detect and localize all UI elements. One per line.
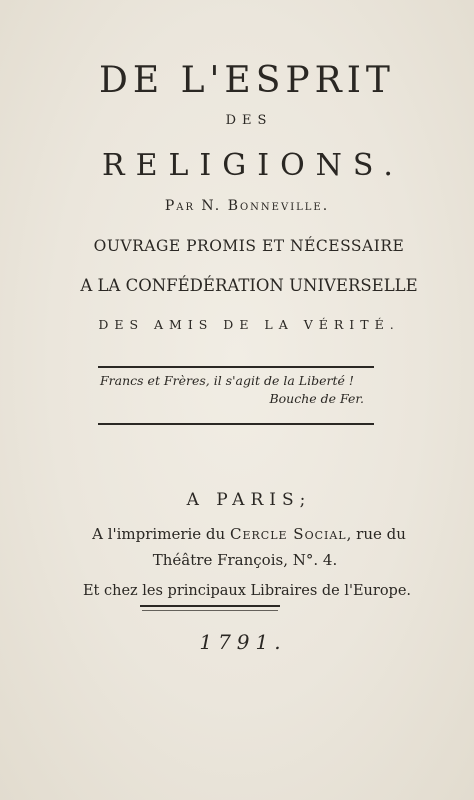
publication-year: 1791. bbox=[199, 630, 287, 654]
epigraph-quote: Francs et Frères, il s'agit de la Liberté ! bbox=[100, 373, 354, 388]
title-line-2: DES bbox=[225, 113, 273, 128]
subtitle-line-2: A LA CONFÉDÉRATION UNIVERSELLE bbox=[80, 276, 418, 295]
imprint-address: Théâtre François, N°. 4. bbox=[152, 551, 338, 569]
subtitle-line-3: DES AMIS DE LA VÉRITÉ. bbox=[98, 317, 400, 332]
epigraph-bottom-rule bbox=[98, 423, 374, 425]
imprint-printer-suffix: , rue du bbox=[346, 525, 406, 543]
imprint-place: A PARIS; bbox=[186, 490, 312, 510]
imprint-printer bbox=[12, 525, 474, 543]
imprint-rule bbox=[140, 605, 280, 607]
imprint-printer-prefix: A l'imprimerie du bbox=[92, 525, 226, 543]
imprint-sellers: Et chez les principaux Libraires de l'Europe. bbox=[82, 583, 412, 599]
title-line-3: RELIGIONS. bbox=[102, 148, 404, 183]
imprint-rule-thin bbox=[142, 610, 278, 611]
epigraph-top-rule bbox=[98, 366, 374, 368]
author-line: Par N. Bonneville. bbox=[164, 198, 330, 214]
imprint-printer-name: Cercle Social bbox=[229, 525, 347, 543]
epigraph bbox=[100, 374, 364, 407]
subtitle-line-1: OUVRAGE PROMIS ET NÉCESSAIRE bbox=[93, 237, 405, 255]
epigraph-source: Bouche de Fer. bbox=[269, 391, 364, 407]
title-line-1: DE L'ESPRIT bbox=[99, 60, 395, 101]
